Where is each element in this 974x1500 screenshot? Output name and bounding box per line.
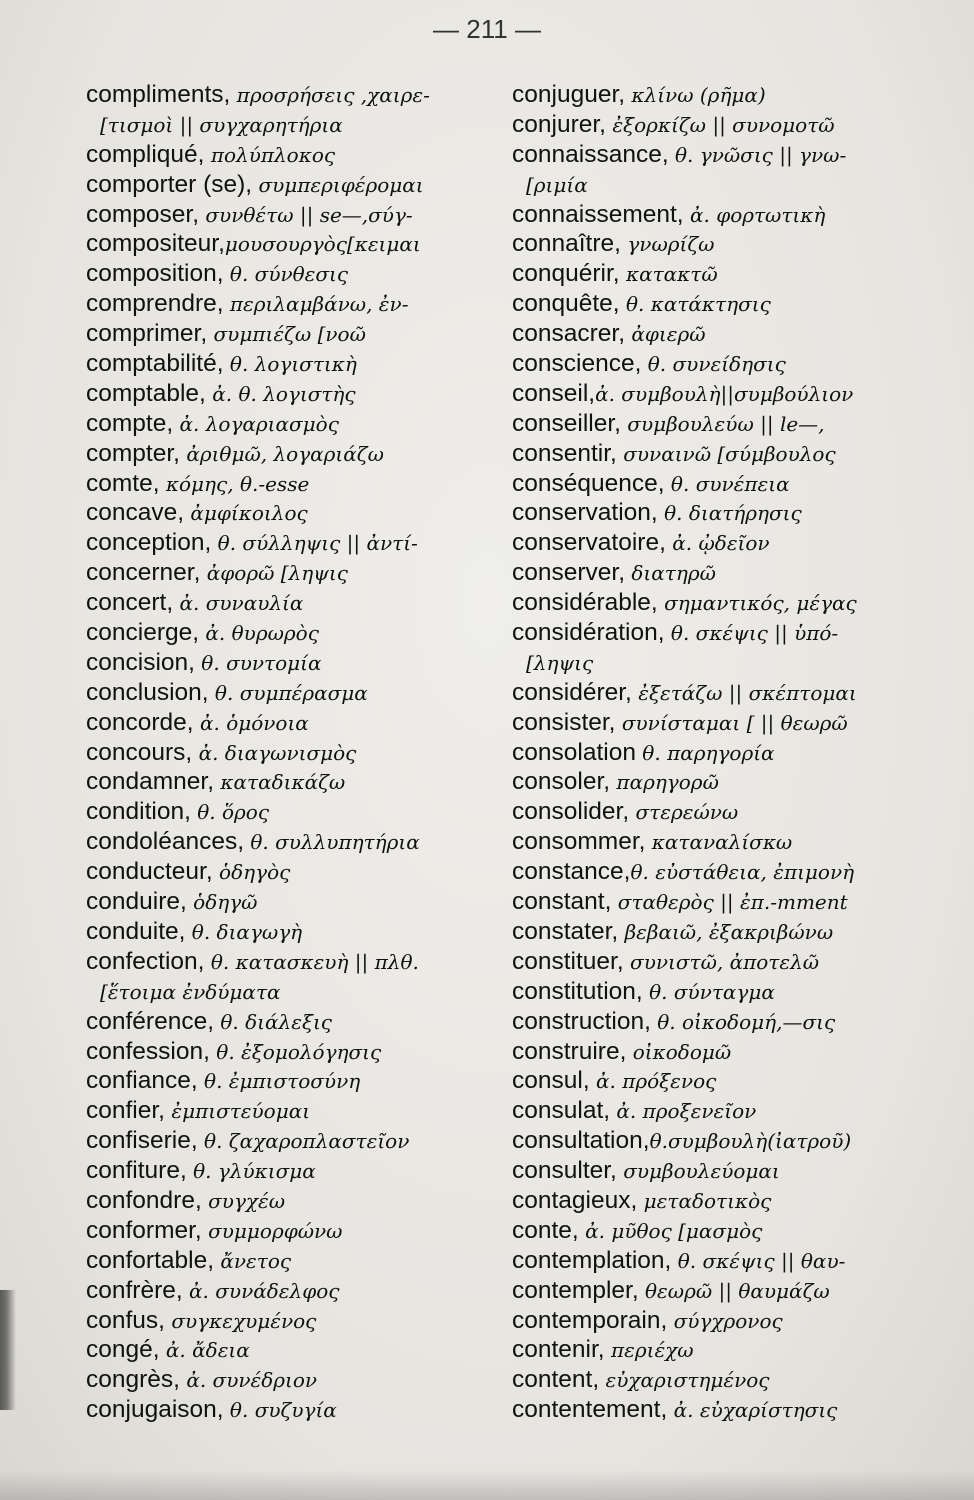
dictionary-entry xyxy=(512,558,942,588)
headword: conjuguer, xyxy=(512,81,626,108)
dictionary-entry xyxy=(86,1276,506,1306)
headword: conduite, xyxy=(86,917,186,945)
headword: consacrer, xyxy=(512,320,626,348)
headword: consister, xyxy=(512,708,616,736)
headword: concierge, xyxy=(86,619,200,647)
headword: consolider, xyxy=(512,798,630,826)
greek-translation: θ. σύλληψις || ἀντί- xyxy=(211,531,418,556)
greek-translation: καταδικάζω xyxy=(214,770,346,795)
dictionary-entry xyxy=(512,200,942,230)
greek-translation: ἐξετάζω || σκέπτομαι xyxy=(631,680,857,705)
dictionary-entry xyxy=(512,708,942,738)
greek-translation: ἀ. ὁμόνοια xyxy=(193,710,309,735)
greek-translation: μεταδοτικὸς xyxy=(637,1188,772,1213)
greek-translation: θ. γλύκισμα xyxy=(186,1159,316,1184)
dictionary-entry xyxy=(512,678,942,708)
greek-translation: οἰκοδομῶ xyxy=(626,1039,732,1064)
greek-translation: κατακτῶ xyxy=(619,262,718,287)
dictionary-entry xyxy=(512,349,942,379)
left-column xyxy=(86,80,506,1425)
greek-translation: θ. σύνθεσις xyxy=(223,262,349,287)
headword: confiserie, xyxy=(86,1127,198,1155)
greek-translation: θ. γνῶσις || γνω- xyxy=(668,142,847,167)
dictionary-entry xyxy=(512,528,942,558)
dictionary-entry xyxy=(86,857,506,887)
greek-translation: πολύπλοκος xyxy=(204,142,336,167)
greek-translation: θ. διαγωγὴ xyxy=(185,919,303,944)
dictionary-entry xyxy=(86,409,506,439)
dictionary-entry xyxy=(86,1216,506,1246)
dictionary-entry xyxy=(86,1186,506,1216)
greek-translation: καταναλίσκω xyxy=(645,830,793,855)
dictionary-entry xyxy=(512,1066,942,1096)
dictionary-entry xyxy=(86,349,506,379)
greek-translation: θ. διάλεξις xyxy=(214,1009,332,1034)
greek-translation: συγκεχυμένος xyxy=(165,1308,317,1333)
headword: connaître, xyxy=(512,230,621,258)
headword: compliments, xyxy=(86,81,231,108)
dictionary-entry xyxy=(512,1395,942,1425)
greek-translation: συμβουλεύομαι xyxy=(616,1159,780,1184)
headword: consoler, xyxy=(512,768,611,796)
headword: congrès, xyxy=(86,1366,180,1394)
greek-translation: σύγχρονος xyxy=(667,1308,783,1333)
dictionary-entry xyxy=(512,319,942,349)
dictionary-entry xyxy=(86,1365,506,1395)
greek-translation: ἀ. ᾠδεῖον xyxy=(665,531,770,556)
headword: conseiller, xyxy=(512,409,621,437)
dictionary-entry xyxy=(86,1246,506,1276)
greek-translation: θ. συλλυπητήρια xyxy=(244,830,420,855)
greek-translation: ἀ. διαγωνισμὸς xyxy=(192,740,357,765)
greek-translation: συνθέτω || se—,σύγ- xyxy=(199,202,413,227)
headword: content, xyxy=(512,1366,600,1394)
dictionary-entry xyxy=(86,947,506,977)
headword: contemporain, xyxy=(512,1306,668,1334)
dictionary-entry xyxy=(86,319,506,349)
greek-translation: συμβουλεύω || le—, xyxy=(620,411,825,436)
headword: congé, xyxy=(86,1336,160,1364)
greek-translation: θ. ἐξομολόγησις xyxy=(209,1039,382,1064)
dictionary-entry xyxy=(512,289,942,319)
headword: comprendre, xyxy=(86,290,224,318)
dictionary-entry xyxy=(86,259,506,289)
dictionary-entry xyxy=(512,1306,942,1336)
dictionary-entry xyxy=(512,797,942,827)
headword: consolation xyxy=(512,738,636,766)
greek-translation: ὁδηγῶ xyxy=(186,890,258,915)
greek-translation: διατηρῶ xyxy=(625,561,716,586)
greek-translation: ἀ. φορτωτικὴ xyxy=(683,202,826,227)
greek-translation: ὁδηγὸς xyxy=(212,860,291,885)
headword: comporter (se), xyxy=(86,170,253,198)
greek-translation: θ. παρηγορία xyxy=(635,740,775,765)
dictionary-entry xyxy=(86,1306,506,1336)
greek-translation: περιλαμβάνω, ἐν- xyxy=(223,292,409,317)
headword: consommer, xyxy=(512,828,646,856)
greek-translation: θ. λογιστικὴ xyxy=(223,352,357,377)
dictionary-entry xyxy=(512,1096,942,1126)
greek-translation: θ.συμβουλὴ(ἰατροῦ) xyxy=(649,1129,852,1154)
dictionary-entry xyxy=(512,1126,942,1156)
headword: conte, xyxy=(512,1216,579,1244)
headword: contemplation, xyxy=(512,1246,672,1274)
dictionary-entry xyxy=(512,80,942,110)
dictionary-entry xyxy=(86,170,506,200)
headword: comte, xyxy=(86,469,160,497)
headword: contentement, xyxy=(512,1396,668,1424)
greek-translation: συμπιέζω [νοῶ xyxy=(207,322,366,347)
dictionary-entry xyxy=(86,1126,506,1156)
dictionary-entry xyxy=(512,498,942,528)
dictionary-entry xyxy=(512,229,942,259)
headword: conférence, xyxy=(86,1007,215,1035)
headword: constance, xyxy=(512,858,631,886)
dictionary-entry xyxy=(86,1395,506,1425)
greek-translation: θ. συνέπεια xyxy=(664,471,790,496)
headword: comptable, xyxy=(86,379,206,407)
headword: confondre, xyxy=(86,1186,202,1214)
headword: connaissement, xyxy=(512,200,684,228)
headword: conception, xyxy=(86,529,212,557)
greek-translation: ἀμφίκοιλος xyxy=(184,501,308,526)
headword: conjurer, xyxy=(512,110,606,138)
headword: confrère, xyxy=(86,1276,183,1304)
dictionary-entry xyxy=(512,140,942,170)
dictionary-entry xyxy=(86,767,506,797)
headword: consultation, xyxy=(512,1127,650,1155)
headword: concours, xyxy=(86,738,193,766)
greek-translation: προσρήσεις ,χαιρε- xyxy=(230,83,430,107)
greek-translation: [ἕτοιμα ἐνδύματα xyxy=(100,979,281,1004)
greek-translation: θ. σκέψις || θαυ- xyxy=(671,1248,846,1273)
dictionary-entry xyxy=(512,738,942,768)
greek-translation: κόμης, θ.-esse xyxy=(159,471,310,496)
dictionary-entry xyxy=(512,409,942,439)
greek-translation: ἐξορκίζω || συνομοτῶ xyxy=(605,112,835,137)
greek-translation: συνιστῶ, ἀποτελῶ xyxy=(623,949,820,974)
greek-translation: θ. συμπέρασμα xyxy=(208,680,368,705)
greek-translation: ἀφορῶ [ληψις xyxy=(200,561,348,586)
dictionary-entry xyxy=(512,1216,942,1246)
greek-translation: [τισμοὶ || συγχαρητήρια xyxy=(100,112,343,137)
dictionary-entry xyxy=(512,1186,942,1216)
greek-translation: ἀ. θυρωρὸς xyxy=(199,621,319,646)
headword: compter, xyxy=(86,439,180,467)
dictionary-entry xyxy=(86,1007,506,1037)
dictionary-entry xyxy=(86,618,506,648)
headword: conducteur, xyxy=(86,858,213,886)
headword: compte, xyxy=(86,409,174,437)
greek-translation: σταθερὸς || ἐπ.-mment xyxy=(611,890,848,915)
greek-translation: ἀ. λογαριασμὸς xyxy=(173,411,339,436)
dictionary-entry xyxy=(512,588,942,618)
greek-translation: σημαντικός, μέγας xyxy=(657,591,857,616)
dictionary-entry xyxy=(86,439,506,469)
headword: compositeur, xyxy=(86,230,225,258)
headword: concorde, xyxy=(86,708,194,736)
greek-translation: συνίσταμαι [ || θεωρῶ xyxy=(615,710,848,735)
greek-translation: ἀ. εὐχαρίστησις xyxy=(667,1398,838,1423)
greek-translation: θ. συζυγία xyxy=(223,1398,337,1423)
dictionary-entry xyxy=(86,469,506,499)
dictionary-entry xyxy=(512,379,942,409)
greek-translation: θ. ἐμπιστοσύνη xyxy=(197,1069,361,1094)
headword: conservatoire, xyxy=(512,529,666,557)
dictionary-entry xyxy=(512,827,942,857)
greek-translation: θ. διατήρησις xyxy=(657,501,802,526)
dictionary-entry xyxy=(512,1276,942,1306)
headword: conjugaison, xyxy=(86,1396,224,1424)
greek-translation: θ. ζαχαροπλαστεῖον xyxy=(197,1129,410,1154)
greek-translation: [ριμία xyxy=(526,172,588,197)
greek-translation: ἀ. προξενεῖον xyxy=(610,1099,757,1124)
headword: constant, xyxy=(512,888,612,916)
dictionary-entry xyxy=(86,558,506,588)
binding-edge-mark xyxy=(0,1290,16,1410)
headword: conserver, xyxy=(512,559,626,587)
dictionary-entry xyxy=(86,229,506,259)
headword: condoléances, xyxy=(86,828,245,856)
headword: constituer, xyxy=(512,947,624,975)
headword: concave, xyxy=(86,499,185,527)
dictionary-entry xyxy=(86,1096,506,1126)
greek-translation: θ. συνείδησις xyxy=(641,352,786,377)
greek-translation: ἐμπιστεύομαι xyxy=(165,1099,311,1124)
greek-translation: ἀ. συνέδριον xyxy=(179,1368,318,1393)
dictionary-entry xyxy=(512,1335,942,1365)
headword: confiture, xyxy=(86,1157,187,1185)
greek-translation: θ. συντομία xyxy=(194,650,322,675)
entry-continuation xyxy=(512,648,942,678)
headword: confection, xyxy=(86,947,205,975)
headword: consentir, xyxy=(512,439,617,467)
greek-translation: ἀ. θ. λογιστὴς xyxy=(205,381,356,406)
headword: constitution, xyxy=(512,977,643,1005)
dictionary-entry xyxy=(512,1156,942,1186)
headword: consul, xyxy=(512,1067,590,1095)
page-number: — 211 — xyxy=(433,14,541,44)
greek-translation: θ. κατάκτησις xyxy=(619,292,771,317)
dictionary-entry xyxy=(512,618,942,648)
headword: considérable, xyxy=(512,589,658,617)
headword: concerner, xyxy=(86,559,201,587)
dictionary-entry xyxy=(86,827,506,857)
headword: composer, xyxy=(86,200,200,228)
greek-translation: θ. σκέψις || ὑπό- xyxy=(664,621,839,646)
dictionary-entry xyxy=(512,1246,942,1276)
greek-translation: ἀ. ἄδεια xyxy=(159,1338,250,1363)
greek-translation: θ. εὐστάθεια, ἐπιμονὴ xyxy=(630,860,855,885)
headword: composition, xyxy=(86,260,224,288)
headword: conséquence, xyxy=(512,469,665,497)
headword: comprimer, xyxy=(86,320,208,348)
dictionary-entry xyxy=(512,887,942,917)
dictionary-entry xyxy=(86,289,506,319)
dictionary-entry xyxy=(86,140,506,170)
dictionary-entry xyxy=(86,648,506,678)
greek-translation: [ληψις xyxy=(526,650,594,675)
dictionary-entry xyxy=(512,1037,942,1067)
headword: confier, xyxy=(86,1097,165,1125)
greek-translation: στερεώνω xyxy=(629,800,739,825)
headword: condamner, xyxy=(86,768,215,796)
headword: compliqué, xyxy=(86,140,205,168)
headword: consulter, xyxy=(512,1157,617,1185)
greek-translation: εὐχαριστημένος xyxy=(599,1368,770,1393)
headword: conservation, xyxy=(512,499,658,527)
greek-translation: συναινῶ [σύμβουλος xyxy=(616,441,836,466)
greek-translation: ἀριθμῶ, λογαριάζω xyxy=(179,441,384,466)
dictionary-entry xyxy=(86,1066,506,1096)
headword: concision, xyxy=(86,648,195,676)
headword: contenir, xyxy=(512,1336,605,1364)
headword: considération, xyxy=(512,619,665,647)
headword: concert, xyxy=(86,589,174,617)
greek-translation: ἀ. συναυλία xyxy=(173,591,304,616)
dictionary-entry xyxy=(512,259,942,289)
headword: conformer, xyxy=(86,1216,202,1244)
dictionary-entry xyxy=(86,1335,506,1365)
greek-translation: θ. κατασκευὴ || πλθ. xyxy=(204,949,419,974)
headword: contempler, xyxy=(512,1276,639,1304)
headword: consulat, xyxy=(512,1097,611,1125)
dictionary-entry xyxy=(86,1156,506,1186)
dictionary-entry xyxy=(86,200,506,230)
dictionary-entry xyxy=(86,738,506,768)
dictionary-entry xyxy=(86,678,506,708)
dictionary-entry xyxy=(86,917,506,947)
headword: contagieux, xyxy=(512,1186,638,1214)
dictionary-entry xyxy=(512,977,942,1007)
headword: conquête, xyxy=(512,290,620,318)
dictionary-entry xyxy=(86,498,506,528)
greek-translation: κλίνω (ρῆμα) xyxy=(625,83,766,107)
dictionary-entry xyxy=(512,857,942,887)
page-bottom-shadow xyxy=(0,1470,974,1500)
dictionary-entry xyxy=(512,767,942,797)
headword: confortable, xyxy=(86,1246,215,1274)
right-column xyxy=(512,80,942,1425)
headword: conseil, xyxy=(512,379,596,407)
entry-continuation xyxy=(86,977,506,1007)
greek-translation: θεωρῶ || θαυμάζω xyxy=(638,1278,830,1303)
greek-translation: βεβαιῶ, ἐξακριβώνω xyxy=(618,919,834,944)
headword: confus, xyxy=(86,1306,165,1334)
entry-continuation xyxy=(86,110,506,140)
headword: construction, xyxy=(512,1007,651,1035)
headword: conscience, xyxy=(512,350,642,378)
dictionary-entry xyxy=(86,379,506,409)
greek-translation: συμμορφώνω xyxy=(201,1218,343,1243)
greek-translation: παρηγορῶ xyxy=(610,770,719,795)
greek-translation: θ. ὅρος xyxy=(190,800,270,825)
headword: condition, xyxy=(86,798,191,826)
greek-translation: θ. σύνταγμα xyxy=(642,979,775,1004)
dictionary-entry xyxy=(86,528,506,558)
headword: connaissance, xyxy=(512,140,669,168)
greek-translation: συμπεριφέρομαι xyxy=(252,172,424,197)
dictionary-entry xyxy=(86,887,506,917)
greek-translation: περιέχω xyxy=(604,1338,694,1363)
entry-continuation xyxy=(512,170,942,200)
headword: conquérir, xyxy=(512,260,620,288)
headword: confiance, xyxy=(86,1067,198,1095)
headword: confession, xyxy=(86,1037,210,1065)
headword: conclusion, xyxy=(86,678,209,706)
dictionary-entry xyxy=(86,708,506,738)
greek-translation: θ. οἰκοδομή,—σις xyxy=(650,1009,836,1034)
headword: considérer, xyxy=(512,678,632,706)
greek-translation: γνωρίζω xyxy=(620,232,715,257)
headword: comptabilité, xyxy=(86,350,224,378)
dictionary-entry xyxy=(512,1365,942,1395)
dictionary-entry xyxy=(512,917,942,947)
greek-translation: ἀ. πρόξενος xyxy=(589,1069,717,1094)
headword: construire, xyxy=(512,1037,627,1065)
dictionary-entry xyxy=(512,439,942,469)
dictionary-entry xyxy=(512,947,942,977)
greek-translation: ἀ. μῦθος [μασμὸς xyxy=(578,1218,763,1243)
dictionary-entry xyxy=(512,469,942,499)
dictionary-entry xyxy=(512,110,942,140)
greek-translation: μουσουργὸς[κειμαι xyxy=(224,232,421,257)
greek-translation: ἀφιερῶ xyxy=(625,322,706,347)
headword: conduire, xyxy=(86,888,187,916)
headword: constater, xyxy=(512,917,619,945)
dictionary-entry xyxy=(512,1007,942,1037)
dictionary-entry xyxy=(86,588,506,618)
greek-translation: ἀ. συνάδελφος xyxy=(182,1278,340,1303)
greek-translation: συγχέω xyxy=(201,1188,286,1213)
dictionary-entry xyxy=(86,80,506,110)
greek-translation: ἀ. συμβουλὴ||συμβούλιον xyxy=(595,381,854,406)
greek-translation: ἄνετος xyxy=(214,1248,292,1273)
dictionary-entry xyxy=(86,797,506,827)
dictionary-entry xyxy=(86,1037,506,1067)
